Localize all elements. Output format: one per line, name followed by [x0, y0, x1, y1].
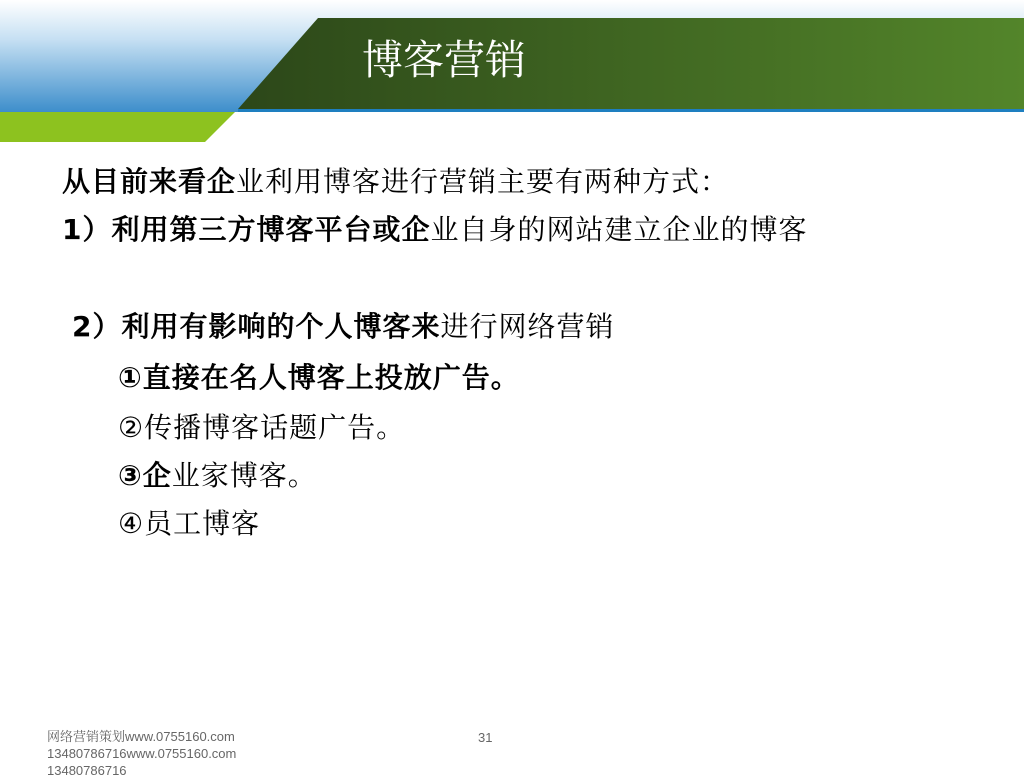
- intro-line-normal: 业利用博客进行营销主要有两种方式：: [236, 165, 730, 198]
- sub-item-3: [118, 456, 317, 496]
- footer-line: 网络营销策划www.0755160.com: [47, 729, 235, 744]
- method-1-line: [62, 210, 808, 250]
- page-number: 31: [478, 730, 493, 745]
- sub-item-4: [118, 504, 260, 544]
- sub-item-2: [118, 408, 405, 448]
- method-1-normal: 业自身的网站建立企业的博客: [430, 213, 808, 246]
- method-2-normal: 进行网络营销: [440, 310, 615, 343]
- sub-item-3-bold: ③企: [118, 459, 172, 492]
- sub-item-1-bold: ①直接在名人博客上投放广告。: [118, 361, 520, 394]
- banner-lime-band: [0, 112, 235, 142]
- footer-line: 13480786716: [47, 763, 127, 778]
- sub-item-1: [118, 358, 520, 398]
- method-1-bold: 1）利用第三方博客平台或企: [62, 213, 431, 246]
- intro-line-bold: 从目前来看企: [62, 165, 237, 198]
- title-banner: [0, 0, 1024, 142]
- banner-divider: [238, 109, 1024, 112]
- sub-item-3-normal: 业家博客。: [171, 459, 317, 492]
- slide-title: 博客营销: [362, 36, 526, 84]
- method-2-bold: 2）利用有影响的个人博客来: [72, 310, 441, 343]
- method-2-line: [72, 307, 615, 347]
- sub-item-2-normal: ②传播博客话题广告。: [118, 411, 406, 444]
- footer-line: 13480786716www.0755160.com: [47, 746, 237, 761]
- intro-line: [62, 162, 729, 202]
- footer-text: [47, 728, 347, 778]
- sub-item-4-normal: ④员工博客: [118, 507, 261, 540]
